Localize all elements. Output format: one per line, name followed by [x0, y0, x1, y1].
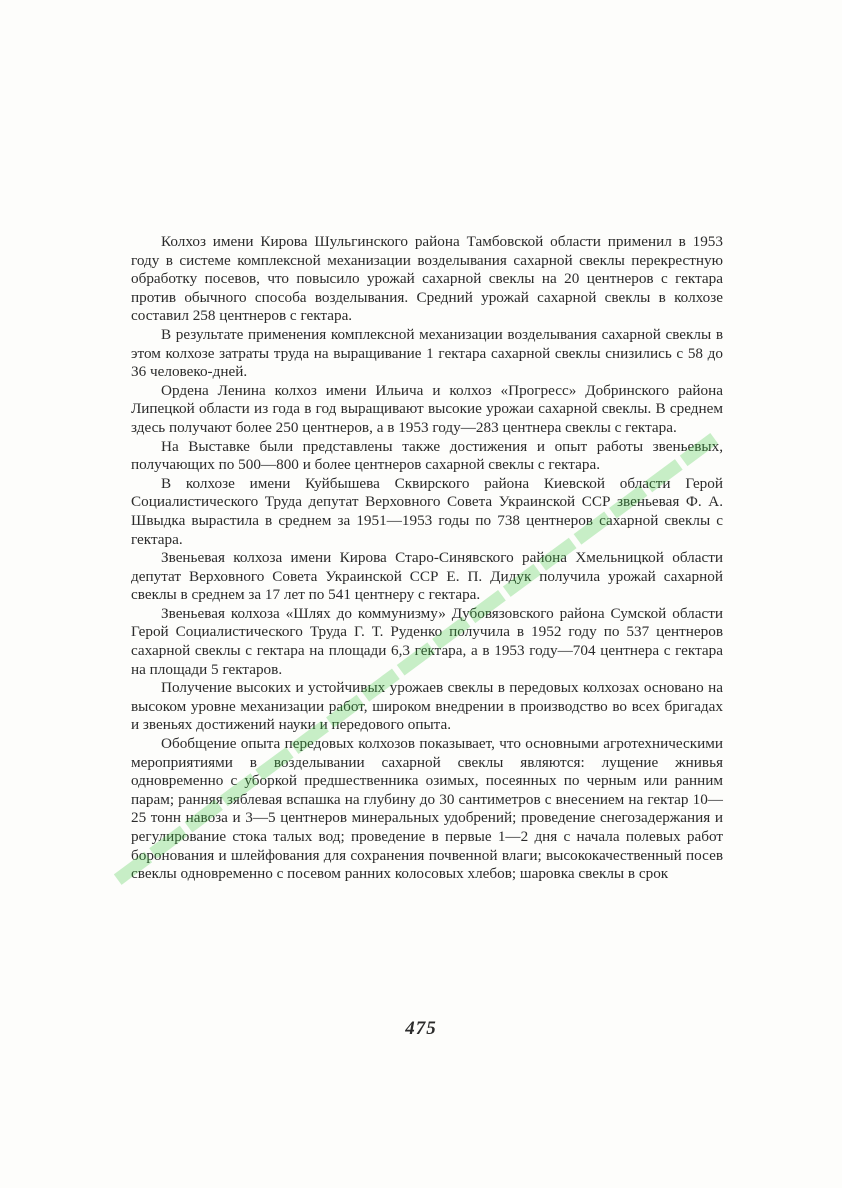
- paragraph-shvydka: В колхозе имени Куйбышева Сквирского района Киевской области Герой Социалистического Труда депутат Верховного Совета Украинской ССР звеньевая Ф. А. Швыдка вырастила в среднем за 1951—1953 годы по 738 центнеров сахарной свеклы с гектара.: [131, 474, 723, 548]
- paragraph-labor-reduction: В результате применения комплексной механизации возделывания сахарной свеклы в этом колхозе затраты труда на выращивание 1 гектара сахарной свеклы снизились с 58 до 36 человеко-дней.: [131, 325, 723, 381]
- paragraph-ilyich-progress: Ордена Ленина колхоз имени Ильича и колхоз «Прогресс» Добринского района Липецкой области из года в год выращивают высокие урожаи сахарной свеклы. В среднем здесь получают более 250 центнеров, а в 1953 году—283 центнера свеклы с гектара.: [131, 381, 723, 436]
- paragraph-kirov-kolkhoz: Колхоз имени Кирова Шульгинского района Тамбовской области применил в 1953 году в системе комплексной механизации возделывания сахарной свеклы перекрестную обработку посевов, что повысило урожай сахарной свеклы на 20 центнеров с гектара против обычного способа возделывания. Средний урожай сахарной свеклы в колхозе составил 258 центнеров с гектара.: [131, 233, 723, 325]
- body-text: [131, 233, 723, 884]
- paragraph-diduk: Звеньевая колхоза имени Кирова Старо-Синявского района Хмельницкой области депутат Верховного Совета Украинской ССР Е. П. Дидук получила урожай сахарной свеклы в среднем за 17 лет по 541 центнеру с гектара.: [131, 549, 723, 604]
- paragraph-agrotechnics: Обобщение опыта передовых колхозов показывает, что основными агротехническими мероприятиями в возделывании сахарной свеклы являются: лущение жнивья одновременно с уборкой предшественника озимых, посеянных по черным или ранним парам; ранняя зяблевая вспашка на глубину до 30 сантиметров с внесением на гектар 10—25 тонн навоза и 3—5 центнеров минеральных удобрений; проведение снегозадержания и регулирование стока талых вод; проведение в первые 1—2 дня с начала полевых работ боронования и шлейфования для сохранения почвенной влаги; высококачественный посев свеклы одновременно с посевом ранних колосовых хлебов; шаровка свеклы в срок: [131, 735, 723, 883]
- paragraph-exhibition: На Выставке были представлены также достижения и опыт работы звеньевых, получающих по 500—800 и более центнеров сахарной свеклы с гектара.: [131, 437, 723, 474]
- paragraph-rudenko: Звеньевая колхоза «Шлях до коммунизму» Дубовязовского района Сумской области Герой Социалистического Труда Г. Т. Руденко получила в 1952 году по 537 центнеров сахарной свеклы с гектара на площади 6,3 гектара, а в 1953 году—704 центнера с гектара на площади 5 гектаров.: [131, 604, 723, 678]
- paragraph-high-yields: Получение высоких и устойчивых урожаев свеклы в передовых колхозах основано на высоком уровне механизации работ, широком внедрении в производство во всех бригадах и звеньях достижений науки и передового опыта.: [131, 679, 723, 734]
- page-number: 475: [405, 1018, 437, 1039]
